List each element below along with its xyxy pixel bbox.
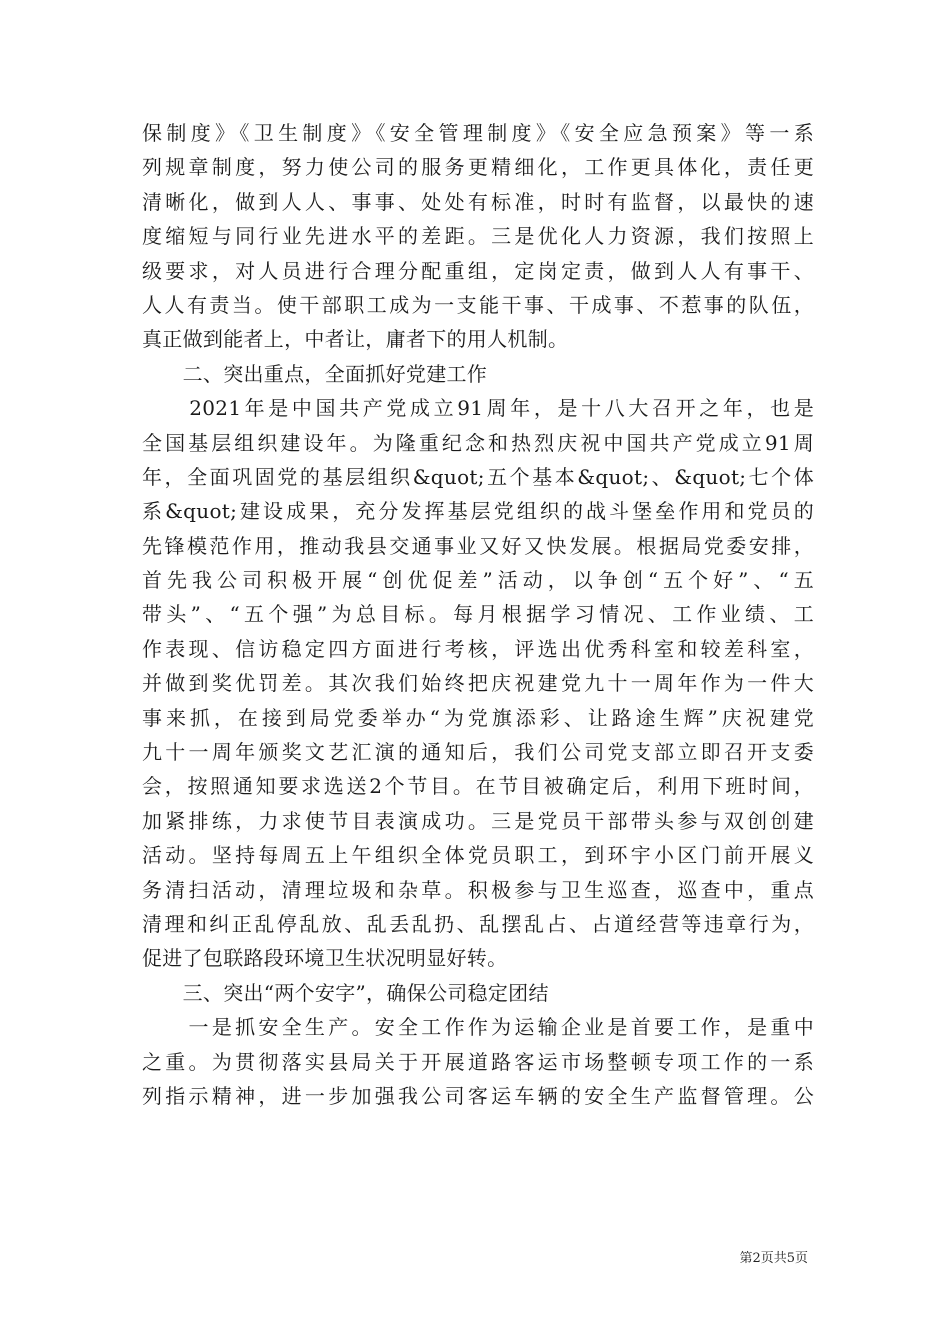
text-line: 务清扫活动，清理垃圾和杂草。积极参与卫生巡查，巡查中，重点: [142, 877, 814, 902]
text-line: 会，按照通知要求选送2个节目。在节目被确定后，利用下班时间，: [142, 774, 814, 799]
text-line: 系&quot;建设成果，充分发挥基层党组织的战斗堡垒作用和党员的: [142, 499, 814, 524]
text-line: 列规章制度，努力使公司的服务更精细化，工作更具体化，责任更: [142, 155, 814, 180]
page-number-footer: 第2页共5页: [739, 1251, 808, 1266]
text-line: 度缩短与同行业先进水平的差距。三是优化人力资源，我们按照上: [142, 224, 814, 249]
section-heading: 三、突出“两个安字”，确保公司稳定团结: [142, 980, 549, 1005]
text-line: 全国基层组织建设年。为隆重纪念和热烈庆祝中国共产党成立91周: [142, 430, 814, 455]
text-line: 之重。为贯彻落实县局关于开展道路客运市场整顿专项工作的一系: [142, 1049, 814, 1074]
text-line: 人人有责当。使干部职工成为一支能干事、干成事、不惹事的队伍，: [142, 292, 814, 317]
text-line: 事来抓，在接到局党委举办“为党旗添彩、让路途生辉”庆祝建党: [142, 705, 814, 730]
text-line: 年，全面巩固党的基层组织&quot;五个基本&quot;、&quot;七个体: [142, 464, 814, 489]
text-line: 先锋模范作用，推动我县交通事业又好又快发展。根据局党委安排，: [142, 533, 814, 558]
text-line: 首先我公司积极开展“创优促差”活动，以争创“五个好”、“五: [142, 568, 814, 593]
text-line: 活动。坚持每周五上午组织全体党员职工，到环宇小区门前开展义: [142, 843, 814, 868]
text-line: 加紧排练，力求使节目表演成功。三是党员干部带头参与双创创建: [142, 808, 814, 833]
text-line: 列指示精神，进一步加强我公司客运车辆的安全生产监督管理。公: [142, 1083, 814, 1108]
text-line: 保制度》《卫生制度》《安全管理制度》《安全应急预案》等一系: [142, 121, 814, 145]
text-line: 清理和纠正乱停乱放、乱丢乱扔、乱摆乱占、占道经营等违章行为，: [142, 911, 814, 936]
text-line: 带头”、“五个强”为总目标。每月根据学习情况、工作业绩、工: [142, 602, 814, 627]
document-body: [142, 116, 814, 1113]
text-line: 2021年是中国共产党成立91周年，是十八大召开之年，也是: [142, 396, 814, 421]
text-line: 一是抓安全生产。安全工作作为运输企业是首要工作，是重中: [142, 1015, 814, 1040]
text-line: 并做到奖优罚差。其次我们始终把庆祝建党九十一周年作为一件大: [142, 671, 814, 696]
text-line: 促进了包联路段环境卫生状况明显好转。: [142, 946, 508, 971]
text-line: 九十一周年颁奖文艺汇演的通知后，我们公司党支部立即召开支委: [142, 740, 814, 765]
text-line: 清晰化，做到人人、事事、处处有标准，时时有监督，以最快的速: [142, 189, 814, 214]
text-line: 真正做到能者上，中者让，庸者下的用人机制。: [142, 327, 569, 352]
section-heading: 二、突出重点，全面抓好党建工作: [142, 361, 488, 386]
text-line: 作表现、信访稳定四方面进行考核，评选出优秀科室和较差科室，: [142, 636, 814, 661]
text-line: 级要求，对人员进行合理分配重组，定岗定责，做到人人有事干、: [142, 258, 814, 283]
